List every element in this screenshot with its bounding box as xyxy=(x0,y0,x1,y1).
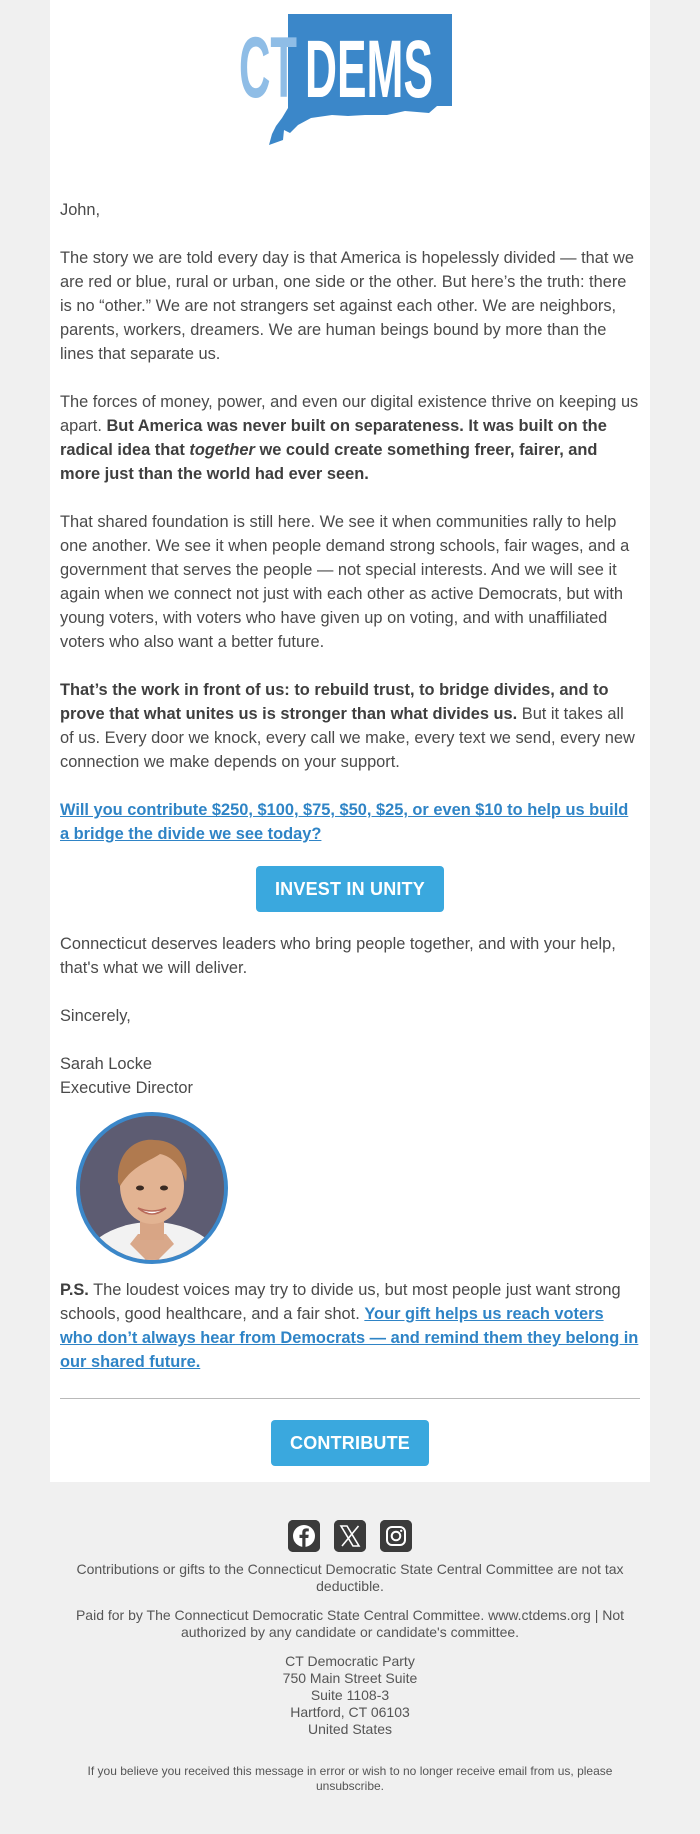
signer-photo xyxy=(76,1112,228,1264)
paragraph-4-rest: But it takes all of us. Every door we knock, every call we make, every text we send, every new connection we make depends on your support. xyxy=(60,705,635,771)
donation-ask-link[interactable]: Will you contribute $250, $100, $75, $50, $25, or even $10 to help us build a bridge the divide we see today? xyxy=(60,801,629,843)
address-country: United States xyxy=(307,1721,393,1737)
paragraph-2-bold-b: we could create something freer, fairer, and more just than the world had ever seen. xyxy=(60,441,598,483)
mailing-address xyxy=(60,1653,640,1738)
ct-dems-logo[interactable] xyxy=(224,12,476,158)
logo-ct-text: CT xyxy=(239,20,297,116)
contribute-button[interactable]: CONTRIBUTE xyxy=(271,1420,429,1466)
signer-title: Executive Director xyxy=(60,1079,193,1097)
unsubscribe-notice[interactable]: If you believe you received this message in error or wish to no longer receive email from us, please unsubscribe. xyxy=(87,1764,613,1793)
signer-name: Sarah Locke xyxy=(60,1055,153,1073)
message-body xyxy=(60,198,640,1486)
divider xyxy=(60,1398,640,1399)
address-suite: Suite 1108-3 xyxy=(310,1687,390,1703)
paragraph-4-bold: That’s the work in front of us: to rebuild trust, to bridge divides, and to prove that what unites us is stronger than what divides us. xyxy=(60,681,609,723)
address-city: Hartford, CT 06103 xyxy=(290,1704,410,1720)
footer xyxy=(60,1520,640,1806)
social-links xyxy=(60,1520,640,1552)
paragraph-2-bold xyxy=(60,417,607,483)
email-card xyxy=(50,0,650,1482)
instagram-icon[interactable] xyxy=(380,1520,412,1552)
paragraph-1: The story we are told every day is that America is hopelessly divided — that we are red or blue, rural or urban, one side or the other. But here’s the truth: there is no “other.” We are not strangers set against each other. We are neighbors, parents, workers, dreamers. We are human beings bound by more than the lines that separate us. xyxy=(60,249,634,363)
contribute-button-wrap xyxy=(60,1420,640,1466)
invest-button-wrap xyxy=(60,866,640,912)
paragraph-3: That shared foundation is still here. We see it when communities rally to help one another. We see it when people demand strong schools, fair wages, and a government that serves the people — not special interests. And we will see it again when we connect not just with each other as active Democrats, but with young voters, with voters who have given up on voting, and with unaffiliated voters who also want a better future. xyxy=(60,513,630,651)
facebook-icon[interactable] xyxy=(288,1520,320,1552)
ps-label: P.S. xyxy=(60,1281,89,1299)
tax-disclaimer: Contributions or gifts to the Connecticut Democratic State Central Committee are not tax deductible. xyxy=(76,1561,624,1594)
ps-text: The loudest voices may try to divide us, but most people just want strong schools, good healthcare, and a fair shot. xyxy=(60,1281,621,1323)
paid-for-notice: Paid for by The Connecticut Democratic State Central Committee. www.ctdems.org | Not authorized by any candidate or candidate's committee. xyxy=(75,1607,625,1640)
greeting: John, xyxy=(60,201,101,219)
paragraph-2 xyxy=(60,390,640,486)
paragraph-5: Connecticut deserves leaders who bring people together, and with your help, that's what we will deliver. xyxy=(60,935,616,977)
paragraph-2-lead: The forces of money, power, and even our digital existence thrive on keeping us apart. xyxy=(60,393,639,435)
ask-paragraph xyxy=(60,798,640,846)
address-org: CT Democratic Party xyxy=(285,1653,415,1669)
ps-link[interactable]: Your gift helps us reach voters who don’t always hear from Democrats — and remind them they belong in our shared future. xyxy=(60,1305,639,1371)
paragraph-4 xyxy=(60,678,640,774)
ps-paragraph xyxy=(60,1278,640,1374)
address-street: 750 Main Street Suite xyxy=(282,1670,418,1686)
sign-off: Sincerely, xyxy=(60,1007,131,1025)
invest-in-unity-button[interactable]: INVEST IN UNITY xyxy=(256,866,444,912)
x-icon[interactable] xyxy=(334,1520,366,1552)
paragraph-2-italic: together xyxy=(189,441,255,459)
logo-dems-text: DEMS xyxy=(305,24,433,115)
paragraph-2-bold-a: But America was never built on separateness. It was built on the radical idea that xyxy=(60,417,607,459)
